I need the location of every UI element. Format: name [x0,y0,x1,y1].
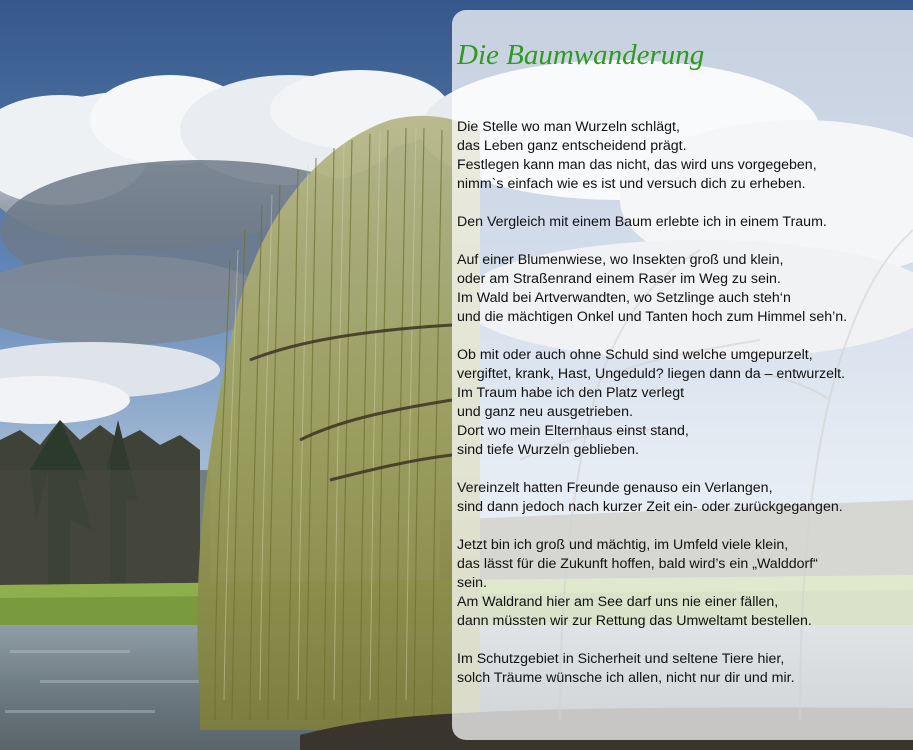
poem-stanza [457,650,909,688]
poem-line: nimm`s einfach wie es ist und versuch dich zu erheben. [457,176,806,192]
poem-stanza [457,479,909,517]
poem-panel [452,10,913,740]
poem-line: sind tiefe Wurzeln geblieben. [457,442,639,458]
poem-line: sind dann jedoch nach kurzer Zeit ein- oder zurückgegangen. [457,499,843,515]
poem-line: Dort wo mein Elternhaus einst stand, [457,423,689,439]
poem-line: Im Wald bei Artverwandten, wo Setzlinge auch steh‘n [457,290,791,306]
poem-line: Am Waldrand hier am See darf uns nie einer fällen, [457,594,779,610]
poem-stanza [457,118,909,194]
poem-line: das lässt für die Zukunft hoffen, bald wird’s ein „Walddorf“ [457,556,818,572]
poem-line: Im Schutzgebiet in Sicherheit und seltene Tiere hier, [457,651,785,667]
poem-line: das Leben ganz entscheidend prägt. [457,138,687,154]
poem-line: und die mächtigen Onkel und Tanten hoch zum Himmel seh’n. [457,309,848,325]
poem-line: Festlegen kann man das nicht, das wird uns vorgegeben, [457,157,817,173]
poem-line: Den Vergleich mit einem Baum erlebte ich in einem Traum. [457,214,827,230]
poem-line: vergiftet, krank, Hast, Ungeduld? liegen dann da – entwurzelt. [457,366,846,382]
poem-line: und ganz neu ausgetrieben. [457,404,633,420]
poem-title: Die Baumwanderung [457,39,705,71]
poem-line: solch Träume wünsche ich allen, nicht nur dir und mir. [457,670,795,686]
poem-line: Vereinzelt hatten Freunde genauso ein Verlangen, [457,480,773,496]
poem-line: Auf einer Blumenwiese, wo Insekten groß und klein, [457,252,784,268]
poem-line: Die Stelle wo man Wurzeln schlägt, [457,119,680,135]
poem-stanza [457,346,909,460]
poem-stanza [457,251,909,327]
poem-line: dann müssten wir zur Rettung das Umweltamt bestellen. [457,613,812,629]
poem-body [457,118,909,707]
poem-stanza [457,213,909,232]
poem-line: oder am Straßenrand einem Raser im Weg zu sein. [457,271,781,287]
poem-line: sein. [457,575,487,591]
poem-stanza [457,536,909,631]
poem-line: Jetzt bin ich groß und mächtig, im Umfeld viele klein, [457,537,789,553]
poem-line: Im Traum habe ich den Platz verlegt [457,385,685,401]
poem-line: Ob mit oder auch ohne Schuld sind welche umgepurzelt, [457,347,813,363]
